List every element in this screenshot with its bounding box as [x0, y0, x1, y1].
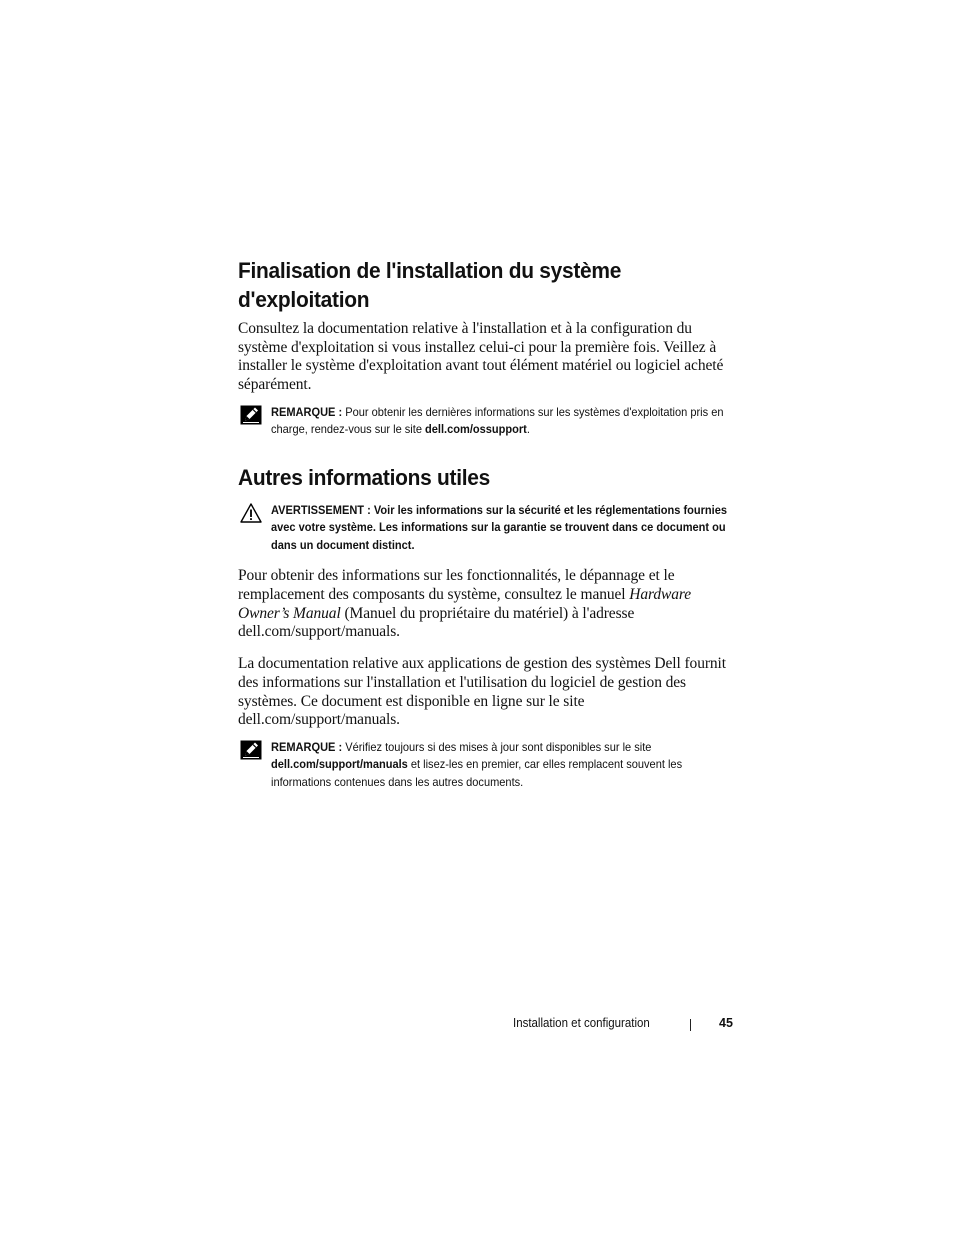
- note-updates-text: [271, 739, 733, 792]
- footer-separator: [690, 1019, 691, 1031]
- paragraph2-text1: La documentation relative aux applications de gestion des systèmes Dell fournit des informations sur l'installation et l'utilisation du logiciel de gestion des systèmes. Ce document est disponible en ligne sur le site: [238, 655, 726, 710]
- footer-section-name: Installation et configuration: [513, 1016, 650, 1030]
- link-ossupport[interactable]: dell.com/ossupport: [425, 422, 527, 437]
- note-updates-body2: et lisez-les en premier, car elles remplacent souvent les informations contenues dans les autres documents.: [271, 757, 683, 789]
- pencil-note-icon: [240, 740, 262, 760]
- title-line-1: Finalisation de l'installation du système: [238, 258, 622, 283]
- note-updates-body1: Vérifiez toujours si des mises à jour sont disponibles sur le site: [342, 739, 652, 754]
- paragraph-hardware-manual: [238, 567, 736, 642]
- pencil-note-icon: [240, 405, 262, 425]
- warning-triangle-icon: [240, 503, 262, 523]
- warning-safety: [238, 502, 736, 555]
- note-updates: [238, 739, 736, 792]
- paragraph1-text1: Pour obtenir des informations sur les fonctionnalités, le dépannage et le remplacement des composants du système, consultez le manuel: [238, 567, 675, 604]
- warning-text: [271, 502, 733, 555]
- note-end: .: [526, 422, 530, 437]
- link-support-manuals-3[interactable]: dell.com/support/manuals: [271, 757, 408, 772]
- note-text: [271, 404, 733, 439]
- note-label: REMARQUE :: [271, 404, 343, 419]
- paragraph1-end: .: [396, 623, 400, 641]
- paragraph1-text2: (Manuel du propriétaire du matériel) à l'adresse: [340, 604, 635, 622]
- link-support-manuals-2[interactable]: dell.com/support/manuals: [238, 711, 397, 729]
- paragraph-systems-management: [238, 655, 736, 730]
- warning-body: Voir les informations sur la sécurité et les réglementations fournies avec votre système. Les informations sur la garantie se trouvent dans ce document ou dans un document distinct.: [271, 502, 728, 552]
- page-number: 45: [719, 1016, 733, 1030]
- note-updates-label: REMARQUE :: [271, 739, 343, 754]
- paragraph-os-documentation: Consultez la documentation relative à l'installation et à la configuration du système d'exploitation si vous installez celui-ci pour la première fois. Veillez à installer le système d'exploitation avant tout élément matériel ou logiciel acheté séparément.: [238, 320, 724, 394]
- section-title-autres-informations: Autres informations utiles: [238, 464, 491, 490]
- hardware-manual-title: Hardware Owner’s Manual: [238, 586, 692, 622]
- title-line-2: d'exploitation: [238, 287, 370, 312]
- note-os-support: [238, 404, 736, 439]
- link-support-manuals-1[interactable]: dell.com/support/manuals: [238, 623, 397, 641]
- paragraph2-end: .: [396, 711, 400, 729]
- section-title-finalisation: [238, 256, 738, 314]
- page-content: [238, 256, 736, 791]
- warning-label: AVERTISSEMENT :: [271, 502, 371, 517]
- note-body: Pour obtenir les dernières informations sur les systèmes d'exploitation pris en charge, rendez-vous sur le site: [271, 404, 724, 437]
